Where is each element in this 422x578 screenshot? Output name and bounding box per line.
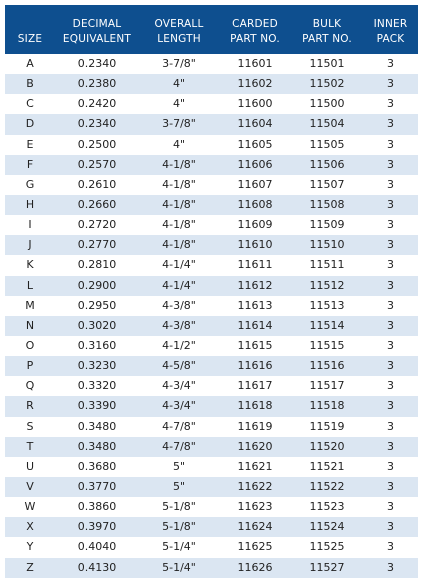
cell-inner-pack: 3 xyxy=(387,198,394,212)
cell-size: H xyxy=(25,198,35,212)
drill-size-table-container xyxy=(5,0,418,578)
cell-carded-part-no: 11618 xyxy=(237,399,273,413)
drill-size-table xyxy=(5,5,418,578)
cell-inner-pack: 3 xyxy=(387,137,394,151)
header-size xyxy=(5,5,55,54)
table-row xyxy=(5,537,418,557)
table-row xyxy=(5,54,418,74)
cell-inner-pack: 3 xyxy=(387,298,394,312)
table-row xyxy=(5,316,418,336)
cell-bulk-part-no: 11514 xyxy=(309,318,345,332)
cell-decimal-equivalent: 0.2420 xyxy=(77,97,117,111)
cell-decimal-equivalent: 0.2770 xyxy=(77,238,117,252)
cell-decimal-equivalent: 0.4040 xyxy=(77,540,117,554)
cell-size: A xyxy=(26,57,34,71)
cell-size: I xyxy=(28,218,32,232)
header-bulk-line1: BULK xyxy=(312,18,342,30)
cell-size: T xyxy=(26,439,34,453)
table-body xyxy=(5,54,418,578)
cell-decimal-equivalent: 0.3970 xyxy=(77,520,117,534)
cell-inner-pack: 3 xyxy=(387,218,394,232)
cell-overall-length: 5" xyxy=(172,480,186,494)
cell-inner-pack: 3 xyxy=(387,540,394,554)
cell-bulk-part-no: 11521 xyxy=(309,459,345,473)
cell-overall-length: 4-3/4" xyxy=(162,379,196,393)
cell-carded-part-no: 11613 xyxy=(237,298,273,312)
header-overall-length xyxy=(139,5,219,54)
cell-overall-length: 5-1/4" xyxy=(162,560,196,574)
cell-size: R xyxy=(26,399,34,413)
cell-size: P xyxy=(26,359,34,373)
cell-decimal-equivalent: 0.2340 xyxy=(77,57,117,71)
cell-carded-part-no: 11615 xyxy=(237,339,273,353)
cell-size: F xyxy=(26,157,34,171)
cell-overall-length: 5-1/4" xyxy=(162,540,196,554)
cell-decimal-equivalent: 0.2380 xyxy=(77,77,117,91)
cell-overall-length: 4-1/4" xyxy=(162,278,196,292)
cell-size: Z xyxy=(26,560,34,574)
cell-carded-part-no: 11604 xyxy=(237,117,273,131)
cell-bulk-part-no: 11527 xyxy=(309,560,345,574)
cell-bulk-part-no: 11500 xyxy=(309,97,345,111)
cell-bulk-part-no: 11509 xyxy=(309,218,345,232)
cell-bulk-part-no: 11524 xyxy=(309,520,345,534)
cell-overall-length: 4-1/8" xyxy=(162,177,196,191)
cell-carded-part-no: 11614 xyxy=(237,318,273,332)
table-row xyxy=(5,356,418,376)
cell-overall-length: 4-5/8" xyxy=(162,359,196,373)
cell-decimal-equivalent: 0.2660 xyxy=(77,198,117,212)
cell-bulk-part-no: 11515 xyxy=(309,339,345,353)
cell-overall-length: 3-7/8" xyxy=(162,117,196,131)
cell-carded-part-no: 11619 xyxy=(237,419,273,433)
cell-bulk-part-no: 11520 xyxy=(309,439,345,453)
cell-inner-pack: 3 xyxy=(387,339,394,353)
cell-overall-length: 4-1/8" xyxy=(162,198,196,212)
cell-inner-pack: 3 xyxy=(387,560,394,574)
cell-bulk-part-no: 11502 xyxy=(309,77,345,91)
cell-inner-pack: 3 xyxy=(387,117,394,131)
cell-decimal-equivalent: 0.2720 xyxy=(77,218,117,232)
cell-overall-length: 5-1/8" xyxy=(162,520,196,534)
cell-size: B xyxy=(26,77,34,91)
cell-bulk-part-no: 11504 xyxy=(309,117,345,131)
table-row xyxy=(5,215,418,235)
cell-inner-pack: 3 xyxy=(387,97,394,111)
cell-inner-pack: 3 xyxy=(387,177,394,191)
cell-carded-part-no: 11626 xyxy=(237,560,273,574)
cell-inner-pack: 3 xyxy=(387,399,394,413)
cell-overall-length: 4-1/8" xyxy=(162,218,196,232)
cell-bulk-part-no: 11512 xyxy=(309,278,345,292)
cell-decimal-equivalent: 0.3390 xyxy=(77,399,117,413)
cell-size: Q xyxy=(25,379,35,393)
cell-overall-length: 5" xyxy=(172,459,186,473)
cell-size: Y xyxy=(26,540,34,554)
cell-carded-part-no: 11607 xyxy=(237,177,273,191)
cell-decimal-equivalent: 0.2950 xyxy=(77,298,117,312)
cell-bulk-part-no: 11522 xyxy=(309,480,345,494)
cell-inner-pack: 3 xyxy=(387,77,394,91)
cell-inner-pack: 3 xyxy=(387,57,394,71)
cell-inner-pack: 3 xyxy=(387,157,394,171)
cell-decimal-equivalent: 0.3320 xyxy=(77,379,117,393)
table-row xyxy=(5,417,418,437)
cell-bulk-part-no: 11501 xyxy=(309,57,345,71)
cell-decimal-equivalent: 0.2340 xyxy=(77,117,117,131)
header-bulk-line2: PART NO. xyxy=(302,33,352,45)
table-row xyxy=(5,114,418,134)
cell-bulk-part-no: 11517 xyxy=(309,379,345,393)
cell-bulk-part-no: 11516 xyxy=(309,359,345,373)
cell-size: K xyxy=(26,258,34,272)
cell-overall-length: 4-3/8" xyxy=(162,318,196,332)
cell-overall-length: 4-1/4" xyxy=(162,258,196,272)
table-row xyxy=(5,497,418,517)
table-row xyxy=(5,235,418,255)
cell-bulk-part-no: 11523 xyxy=(309,500,345,514)
cell-carded-part-no: 11600 xyxy=(237,97,273,111)
cell-carded-part-no: 11608 xyxy=(237,198,273,212)
cell-inner-pack: 3 xyxy=(387,500,394,514)
cell-inner-pack: 3 xyxy=(387,439,394,453)
header-carded-line1: CARDED xyxy=(232,18,278,30)
table-row xyxy=(5,517,418,537)
cell-carded-part-no: 11625 xyxy=(237,540,273,554)
cell-overall-length: 4-3/4" xyxy=(162,399,196,413)
table-row xyxy=(5,477,418,497)
cell-overall-length: 4" xyxy=(172,77,186,91)
cell-carded-part-no: 11621 xyxy=(237,459,273,473)
cell-inner-pack: 3 xyxy=(387,520,394,534)
cell-size: W xyxy=(24,500,36,514)
table-row xyxy=(5,457,418,477)
table-row xyxy=(5,437,418,457)
cell-overall-length: 4-1/8" xyxy=(162,238,196,252)
cell-bulk-part-no: 11518 xyxy=(309,399,345,413)
cell-decimal-equivalent: 0.3770 xyxy=(77,480,117,494)
table-row xyxy=(5,296,418,316)
cell-carded-part-no: 11616 xyxy=(237,359,273,373)
table-row xyxy=(5,558,418,578)
cell-decimal-equivalent: 0.2570 xyxy=(77,157,117,171)
cell-decimal-equivalent: 0.3230 xyxy=(77,359,117,373)
cell-bulk-part-no: 11507 xyxy=(309,177,345,191)
cell-size: E xyxy=(26,137,34,151)
table-row xyxy=(5,396,418,416)
cell-decimal-equivalent: 0.2900 xyxy=(77,278,117,292)
cell-inner-pack: 3 xyxy=(387,359,394,373)
cell-decimal-equivalent: 0.3680 xyxy=(77,459,117,473)
cell-size: L xyxy=(26,278,34,292)
cell-overall-length: 4-1/2" xyxy=(162,339,196,353)
cell-overall-length: 4" xyxy=(172,137,186,151)
cell-inner-pack: 3 xyxy=(387,278,394,292)
table-row xyxy=(5,255,418,275)
cell-decimal-equivalent: 0.3480 xyxy=(77,439,117,453)
cell-inner-pack: 3 xyxy=(387,419,394,433)
cell-size: X xyxy=(26,520,34,534)
header-pack-line1: INNER xyxy=(373,18,408,30)
cell-size: D xyxy=(25,117,35,131)
header-decimal-line2: EQUIVALENT xyxy=(62,33,132,45)
cell-carded-part-no: 11612 xyxy=(237,278,273,292)
cell-carded-part-no: 11609 xyxy=(237,218,273,232)
cell-size: V xyxy=(26,480,34,494)
cell-decimal-equivalent: 0.3020 xyxy=(77,318,117,332)
cell-decimal-equivalent: 0.2610 xyxy=(77,177,117,191)
cell-inner-pack: 3 xyxy=(387,318,394,332)
table-row xyxy=(5,135,418,155)
cell-size: C xyxy=(26,97,34,111)
cell-carded-part-no: 11623 xyxy=(237,500,273,514)
cell-size: O xyxy=(25,339,35,353)
cell-decimal-equivalent: 0.4130 xyxy=(77,560,117,574)
cell-carded-part-no: 11601 xyxy=(237,57,273,71)
cell-bulk-part-no: 11513 xyxy=(309,298,345,312)
cell-size: U xyxy=(25,459,35,473)
cell-overall-length: 4-3/8" xyxy=(162,298,196,312)
cell-overall-length: 4-1/8" xyxy=(162,157,196,171)
cell-size: M xyxy=(25,298,35,312)
header-decimal-equivalent xyxy=(55,5,139,54)
cell-carded-part-no: 11622 xyxy=(237,480,273,494)
table-row xyxy=(5,195,418,215)
table-row xyxy=(5,276,418,296)
cell-decimal-equivalent: 0.3480 xyxy=(77,419,117,433)
cell-bulk-part-no: 11511 xyxy=(309,258,345,272)
cell-overall-length: 3-7/8" xyxy=(162,57,196,71)
cell-overall-length: 4-7/8" xyxy=(162,419,196,433)
header-inner-pack xyxy=(363,5,418,54)
header-length-line1: OVERALL xyxy=(154,18,204,30)
header-decimal-line1: DECIMAL xyxy=(72,18,122,30)
header-carded-part-no xyxy=(219,5,291,54)
cell-decimal-equivalent: 0.2500 xyxy=(77,137,117,151)
cell-bulk-part-no: 11510 xyxy=(309,238,345,252)
cell-decimal-equivalent: 0.3160 xyxy=(77,339,117,353)
cell-carded-part-no: 11617 xyxy=(237,379,273,393)
cell-decimal-equivalent: 0.3860 xyxy=(77,500,117,514)
cell-size: J xyxy=(28,238,32,252)
header-carded-line2: PART NO. xyxy=(230,33,280,45)
table-row xyxy=(5,94,418,114)
table-row xyxy=(5,376,418,396)
table-row xyxy=(5,155,418,175)
cell-overall-length: 4-7/8" xyxy=(162,439,196,453)
cell-overall-length: 4" xyxy=(172,97,186,111)
cell-size: N xyxy=(25,318,35,332)
cell-carded-part-no: 11624 xyxy=(237,520,273,534)
cell-size: G xyxy=(25,177,35,191)
cell-decimal-equivalent: 0.2810 xyxy=(77,258,117,272)
cell-inner-pack: 3 xyxy=(387,459,394,473)
table-row xyxy=(5,336,418,356)
header-row xyxy=(5,5,418,54)
cell-inner-pack: 3 xyxy=(387,258,394,272)
cell-carded-part-no: 11606 xyxy=(237,157,273,171)
cell-bulk-part-no: 11525 xyxy=(309,540,345,554)
header-bulk-part-no xyxy=(291,5,363,54)
cell-carded-part-no: 11620 xyxy=(237,439,273,453)
header-size-label: SIZE xyxy=(17,33,43,45)
cell-size: S xyxy=(26,419,34,433)
cell-bulk-part-no: 11519 xyxy=(309,419,345,433)
cell-bulk-part-no: 11505 xyxy=(309,137,345,151)
cell-carded-part-no: 11602 xyxy=(237,77,273,91)
header-pack-line2: PACK xyxy=(376,33,405,45)
cell-overall-length: 5-1/8" xyxy=(162,500,196,514)
cell-inner-pack: 3 xyxy=(387,238,394,252)
cell-carded-part-no: 11611 xyxy=(237,258,273,272)
table-row xyxy=(5,175,418,195)
cell-carded-part-no: 11605 xyxy=(237,137,273,151)
table-row xyxy=(5,74,418,94)
cell-inner-pack: 3 xyxy=(387,379,394,393)
cell-bulk-part-no: 11506 xyxy=(309,157,345,171)
table-header xyxy=(5,5,418,54)
header-length-line2: LENGTH xyxy=(157,33,201,45)
cell-bulk-part-no: 11508 xyxy=(309,198,345,212)
cell-inner-pack: 3 xyxy=(387,480,394,494)
cell-carded-part-no: 11610 xyxy=(237,238,273,252)
